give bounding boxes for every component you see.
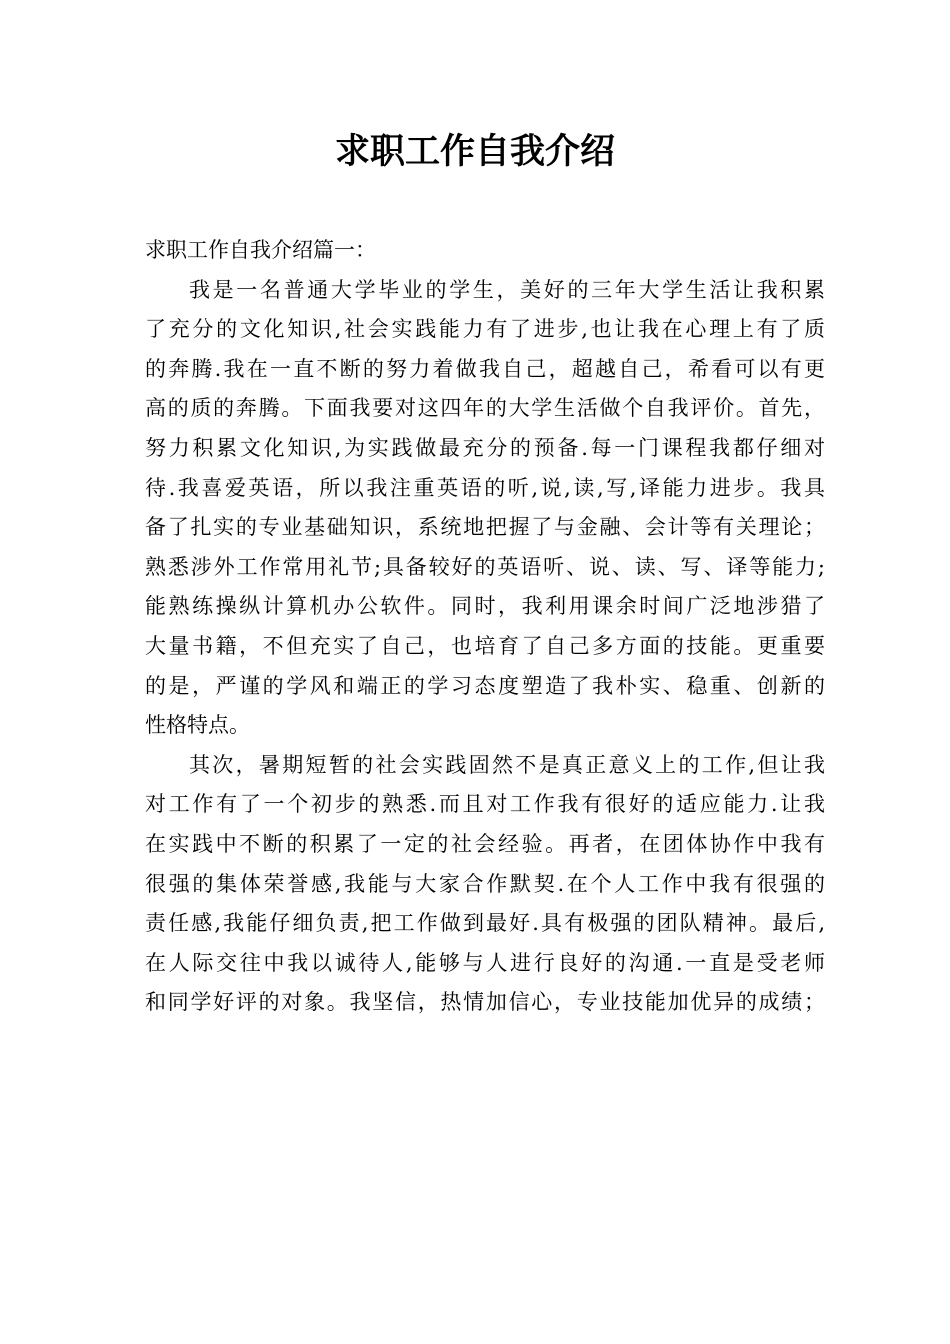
paragraph-2-line-7: 和同学好评的对象。我坚信，热情加信心，专业技能加优异的成绩； xyxy=(145,990,825,1015)
paragraph-1-line-1: 我是一名普通大学毕业的学生，美好的三年大学生活让我积累 xyxy=(189,277,825,302)
paragraph-2-line-5: 责任感,我能仔细负责,把工作做到最好.具有极强的团队精神。最后, xyxy=(145,911,825,936)
paragraph-2-line-6: 在人际交往中我以诚待人,能够与人进行良好的沟通.一直是受老师 xyxy=(145,950,825,975)
document-title: 求职工作自我介绍 xyxy=(334,132,615,172)
paragraph-1-line-9: 能熟练操纵计算机办公软件。同时，我利用课余时间广泛地涉猎了 xyxy=(145,594,825,619)
paragraph-2-line-2: 对工作有了一个初步的熟悉.而且对工作我有很好的适应能力.让我 xyxy=(145,792,825,817)
paragraph-1-line-4: 高的质的奔腾。下面我要对这四年的大学生活做个自我评价。首先， xyxy=(145,396,825,421)
section-heading: 求职工作自我介绍篇一： xyxy=(145,238,376,262)
paragraph-1-line-12: 性格特点。 xyxy=(145,713,250,738)
paragraph-2-line-4: 很强的集体荣誉感,我能与大家合作默契.在个人工作中我有很强的 xyxy=(145,871,825,896)
paragraph-2-line-1: 其次，暑期短暂的社会实践固然不是真正意义上的工作,但让我 xyxy=(189,752,825,777)
paragraph-1-line-2: 了充分的文化知识,社会实践能力有了进步,也让我在心理上有了质 xyxy=(145,317,825,342)
paragraph-1-line-7: 备了扎实的专业基础知识，系统地把握了与金融、会计等有关理论； xyxy=(145,515,825,540)
paragraph-1-line-3: 的奔腾.我在一直不断的努力着做我自己，超越自己，希看可以有更 xyxy=(145,356,825,381)
paragraph-1-line-11: 的是，严谨的学风和端正的学习态度塑造了我朴实、稳重、创新的 xyxy=(145,673,825,698)
paragraph-1-line-5: 努力积累文化知识,为实践做最充分的预备.每一门课程我都仔细对 xyxy=(145,435,825,460)
paragraph-1-line-8: 熟悉涉外工作常用礼节;具备较好的英语听、说、读、写、译等能力; xyxy=(145,554,825,579)
document-body xyxy=(145,231,825,1023)
paragraph-1-line-10: 大量书籍，不但充实了自己，也培育了自己多方面的技能。更重要 xyxy=(145,633,825,658)
paragraph-1-line-6: 待.我喜爱英语，所以我注重英语的听,说,读,写,译能力进步。我具 xyxy=(145,475,825,500)
paragraph-2-line-3: 在实践中不断的积累了一定的社会经验。再者，在团体协作中我有 xyxy=(145,831,825,856)
